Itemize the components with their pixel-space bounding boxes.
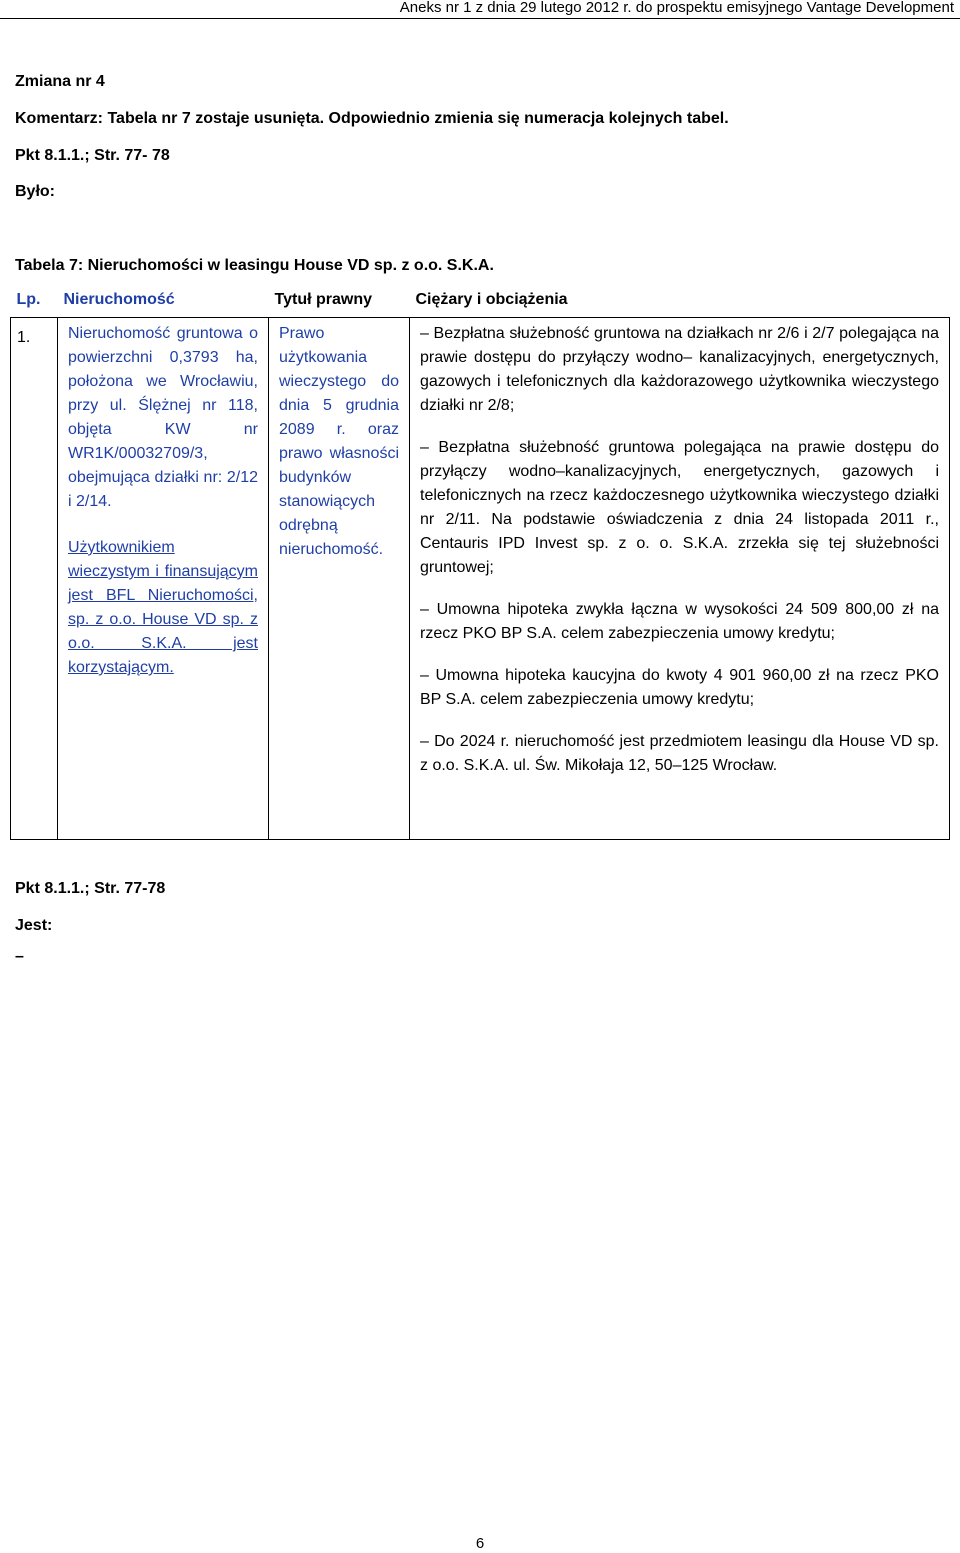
- was-label: Było:: [15, 183, 55, 200]
- table-row: [11, 318, 950, 840]
- burden-item: – Bezpłatna służebność gruntowa na działkach nr 2/6 i 2/7 polegająca na prawie dostępu do przyłączy wodno– kanalizacyjnych, energetycznych, gazowych i telefonicznych dla każdorazowego użytkownika wieczystego działki nr 2/8;: [420, 325, 939, 414]
- header-rule: [0, 18, 960, 19]
- cell-property: [58, 318, 269, 840]
- cell-lp: [11, 318, 58, 840]
- property-text: Nieruchomość gruntowa o powierzchni 0,3793 ha, położona we Wrocławiu, przy ul. Ślężnej nr 118, objęta KW nr WR1K/00032709/3, obejmująca działki nr: 2/12 i 2/14.: [68, 325, 258, 510]
- header-title: Tytuł prawny: [274, 291, 372, 308]
- cell-burdens: [410, 318, 950, 840]
- row-number: 1.: [17, 329, 31, 346]
- burden-item: – Bezpłatna służebność gruntowa polegająca na prawie dostępu do przyłączy wodno–kanalizacyjnych, energetycznych, gazowych i telefonicznych na rzecz każdoczesnego użytkownika wieczystego działki nr 2/11. Na podstawie oświadczenia z dnia 24 listopada 2011 r., Centauris IPD Invest sp. z o. o. S.K.A. zrzekła się tej służebności gruntowej;: [420, 439, 939, 576]
- running-header: [0, 0, 960, 16]
- change-title: Zmiana nr 4: [15, 73, 105, 90]
- table-header-row: [11, 283, 950, 318]
- burden-item: – Umowna hipoteka zwykła łączna w wysokości 24 509 800,00 zł na rzecz PKO BP S.A. celem zabezpieczenia umowy kredytu;: [420, 601, 939, 642]
- header-property: Nieruchomość: [63, 291, 175, 308]
- cell-title: [269, 318, 410, 840]
- burden-item: – Umowna hipoteka kaucyjna do kwoty 4 901 960,00 zł na rzecz PKO BP S.A. celem zabezpieczenia umowy kredytu;: [420, 667, 939, 708]
- change-ref: Pkt 8.1.1.; Str. 77- 78: [15, 147, 170, 164]
- page-number: 6: [475, 1535, 485, 1552]
- dash-mark: –: [15, 948, 24, 965]
- change-comment: Komentarz: Tabela nr 7 zostaje usunięta. Odpowiednio zmienia się numeracja kolejnych tabel.: [15, 110, 729, 127]
- after-ref: Pkt 8.1.1.; Str. 77-78: [15, 880, 166, 897]
- table-caption: Tabela 7: Nieruchomości w leasingu House VD sp. z o.o. S.K.A.: [15, 257, 494, 274]
- title-text: Prawo użytkowania wieczystego do dnia 5 grudnia 2089 r. oraz prawo własności budynków stanowiących odrębną nieruchomość.: [279, 325, 399, 558]
- property-table: [10, 283, 950, 840]
- running-header-text: Aneks nr 1 z dnia 29 lutego 2012 r. do prospektu emisyjnego Vantage Development: [399, 0, 954, 16]
- property-user: Użytkownikiem wieczystym i finansującym jest BFL Nieruchomości, sp. z o.o. House VD sp. z o.o. S.K.A. jest korzystającym.: [68, 539, 258, 676]
- header-burdens: Ciężary i obciążenia: [415, 291, 568, 308]
- is-label: Jest:: [15, 917, 53, 934]
- burden-item: – Do 2024 r. nieruchomość jest przedmiotem leasingu dla House VD sp. z o.o. S.K.A. ul. Św. Mikołaja 12, 50–125 Wrocław.: [420, 733, 939, 774]
- header-lp: Lp.: [16, 291, 41, 308]
